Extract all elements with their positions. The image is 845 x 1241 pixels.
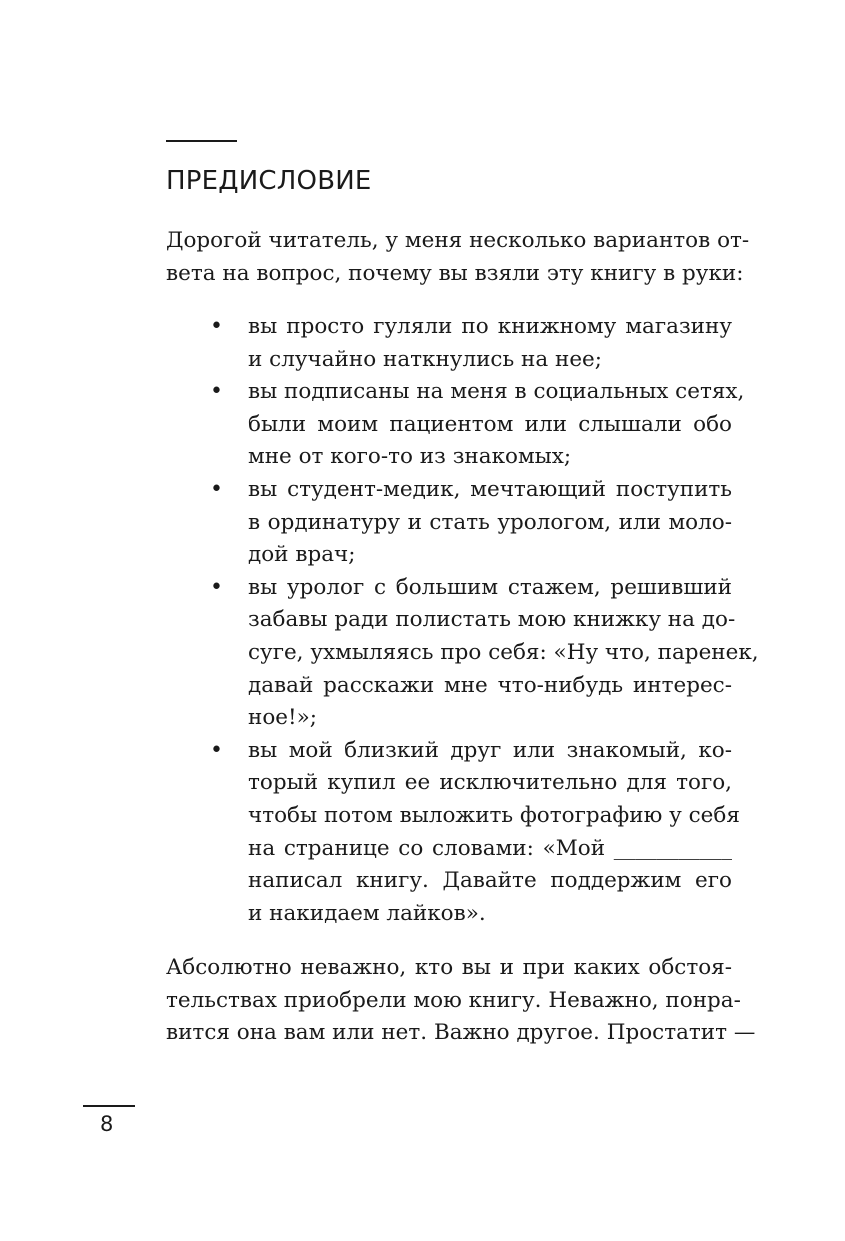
list-item-line: вы мой близкий друг или знакомый, ко- (248, 737, 732, 763)
list-item-line: были моим пациентом или слышали обо (248, 411, 732, 437)
list-item (166, 376, 745, 474)
list-item (166, 572, 759, 735)
closing-paragraph (166, 952, 756, 1050)
page-number: 8 (100, 1112, 114, 1136)
list-item-line: торый купил ее исключительно для того, (248, 770, 732, 796)
page-number-rule (83, 1105, 135, 1107)
bullet-icon: • (210, 574, 223, 600)
intro-paragraph (166, 225, 750, 290)
list-item-line: и случайно наткнулись на нее; (248, 346, 603, 372)
closing-line: Абсолютно неважно, кто вы и при каких обстоя- (166, 955, 732, 980)
list-item-line: написал книгу. Давайте поддержим его (248, 868, 732, 894)
list-item-line: мне от кого-то из знакомых; (248, 444, 572, 470)
intro-line: вета на вопрос, почему вы взяли эту книгу в руки: (166, 260, 744, 286)
chapter-title: ПРЕДИСЛОВИЕ (166, 166, 372, 196)
list-item-line: вы студент-медик, мечтающий поступить (248, 476, 732, 502)
list-item-line: вы просто гуляли по книжному магазину (248, 314, 732, 339)
list-item-line: ное!»; (248, 705, 318, 731)
list-item-line: вы уролог с большим стажем, решивший (248, 574, 732, 600)
list-item-line: забавы ради полистать мою книжку на до- (248, 607, 736, 633)
intro-line: Дорогой читатель, у меня несколько вариантов от- (166, 228, 750, 253)
closing-line: тельствах приобрели мою книгу. Неважно, понра- (166, 987, 741, 1013)
list-item-line: на странице со словами: «Мой ___________ (248, 835, 732, 861)
bullet-icon: • (210, 314, 223, 339)
list-item (166, 474, 732, 572)
list-item-line: и накидаем лайков». (248, 900, 486, 926)
list-item (166, 311, 732, 376)
list-item-line: в ординатуру и стать урологом, или моло- (248, 509, 732, 535)
bullet-icon: • (210, 379, 223, 405)
list-item-line: вы подписаны на меня в социальных сетях, (248, 379, 745, 405)
list-item-line: дой врач; (248, 542, 356, 568)
list-item-line: суге, ухмыляясь про себя: «Ну что, паренек, (248, 639, 759, 665)
bullet-icon: • (210, 476, 223, 502)
closing-line: вится она вам или нет. Важно другое. Простатит — (166, 1020, 756, 1046)
list-item-line: давай расскажи мне что-нибудь интерес- (248, 672, 732, 698)
reasons-list (166, 311, 759, 930)
chapter-title-rule (166, 140, 237, 142)
list-item (166, 735, 740, 931)
bullet-icon: • (210, 737, 223, 763)
list-item-line: чтобы потом выложить фотографию у себя (248, 802, 740, 828)
